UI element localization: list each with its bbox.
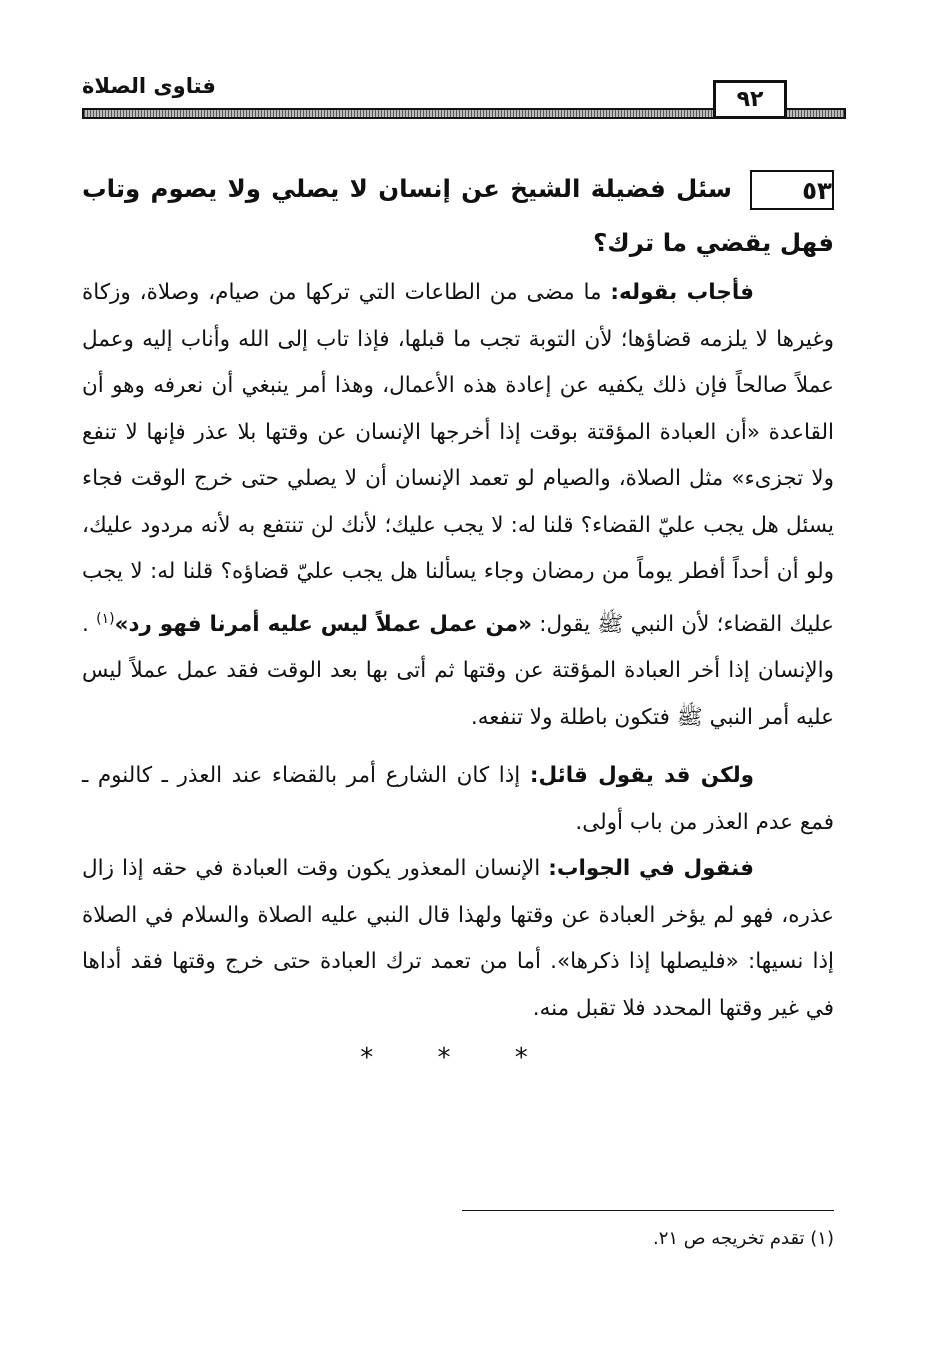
question-number: ٥٣: [750, 170, 834, 210]
answer-paragraph: [82, 270, 834, 741]
response-paragraph: [82, 846, 834, 1032]
question: [82, 162, 834, 270]
answer-lead: فأجاب بقوله:: [610, 280, 754, 305]
response-text: الإنسان المعذور يكون وقت العبادة في حقه إذا زال عذره، فهو لم يؤخر العبادة عن وقتها ولهذا قال النبي عليه الصلاة والسلام في الصلاة إذا نسيها: «فليصلها إذا ذكرها». أما من تعمد ترك العبادة حتى خرج وقتها فقد أداها في غير وقتها المحدد فلا تقبل منه.: [82, 856, 834, 1021]
footnote: (١) تقدم تخريجه ص ٢١.: [653, 1228, 834, 1249]
objection-text: إذا كان الشارع أمر بالقضاء عند العذر ـ كالنوم ـ فمع عدم العذر من باب أولى.: [82, 763, 834, 835]
hadith-quote: «من عمل عملاً ليس عليه أمرنا فهو رد»: [114, 611, 533, 637]
section-separator: * * *: [360, 1043, 556, 1074]
objection-lead: ولكن قد يقول قائل:: [529, 763, 755, 789]
objection-paragraph: [82, 753, 834, 846]
page-number: ٩٢: [713, 80, 787, 119]
page-body: [82, 162, 834, 1078]
response-lead: فنقول في الجواب:: [548, 856, 754, 882]
footnote-ref: (١): [96, 610, 115, 627]
question-text: سئل فضيلة الشيخ عن إنسان لا يصلي ولا يصوم وتاب فهل يقضي ما ترك؟: [82, 174, 834, 257]
answer-text-2: . والإنسان إذا أخر العبادة المؤقتة عن وقتها ثم أتى بها بعد الوقت فقد عمل عملاً ليس عليه أمر النبي ﷺ فتكون باطلة ولا تنفعه.: [82, 611, 834, 730]
book-title: فتاوى الصلاة: [82, 74, 216, 98]
footnote-rule: [462, 1210, 834, 1211]
answer-text-1: ما مضى من الطاعات التي تركها من صيام، وصلاة، وزكاة وغيرها لا يلزمه قضاؤها؛ لأن التوبة تجب ما قبلها، فإذا تاب إلى الله وأناب إليه وعمل عملاً صالحاً فإن ذلك يكفيه عن إعادة هذه الأعمال، وهذا أمر ينبغي أن نعرفه وهو أن القاعدة «أن العبادة المؤقتة بوقت إذا أخرجها الإنسان عن وقتها بلا عذر فإنها لا تنفع ولا تجزىء» مثل الصلاة، والصيام لو تعمد الإنسان أن لا يصلي حتى خرج الوقت فجاء يسئل هل يجب عليّ القضاء؟ قلنا له: لا يجب عليك؛ لأنك لن تنتفع به لأنه مردود عليك، ولو أن أحداً أفطر يوماً من رمضان وجاء يسألنا هل يجب عليّ قضاؤه؟ قلنا له: لا يجب عليك القضاء؛ لأن النبي ﷺ يقول:: [82, 280, 834, 637]
